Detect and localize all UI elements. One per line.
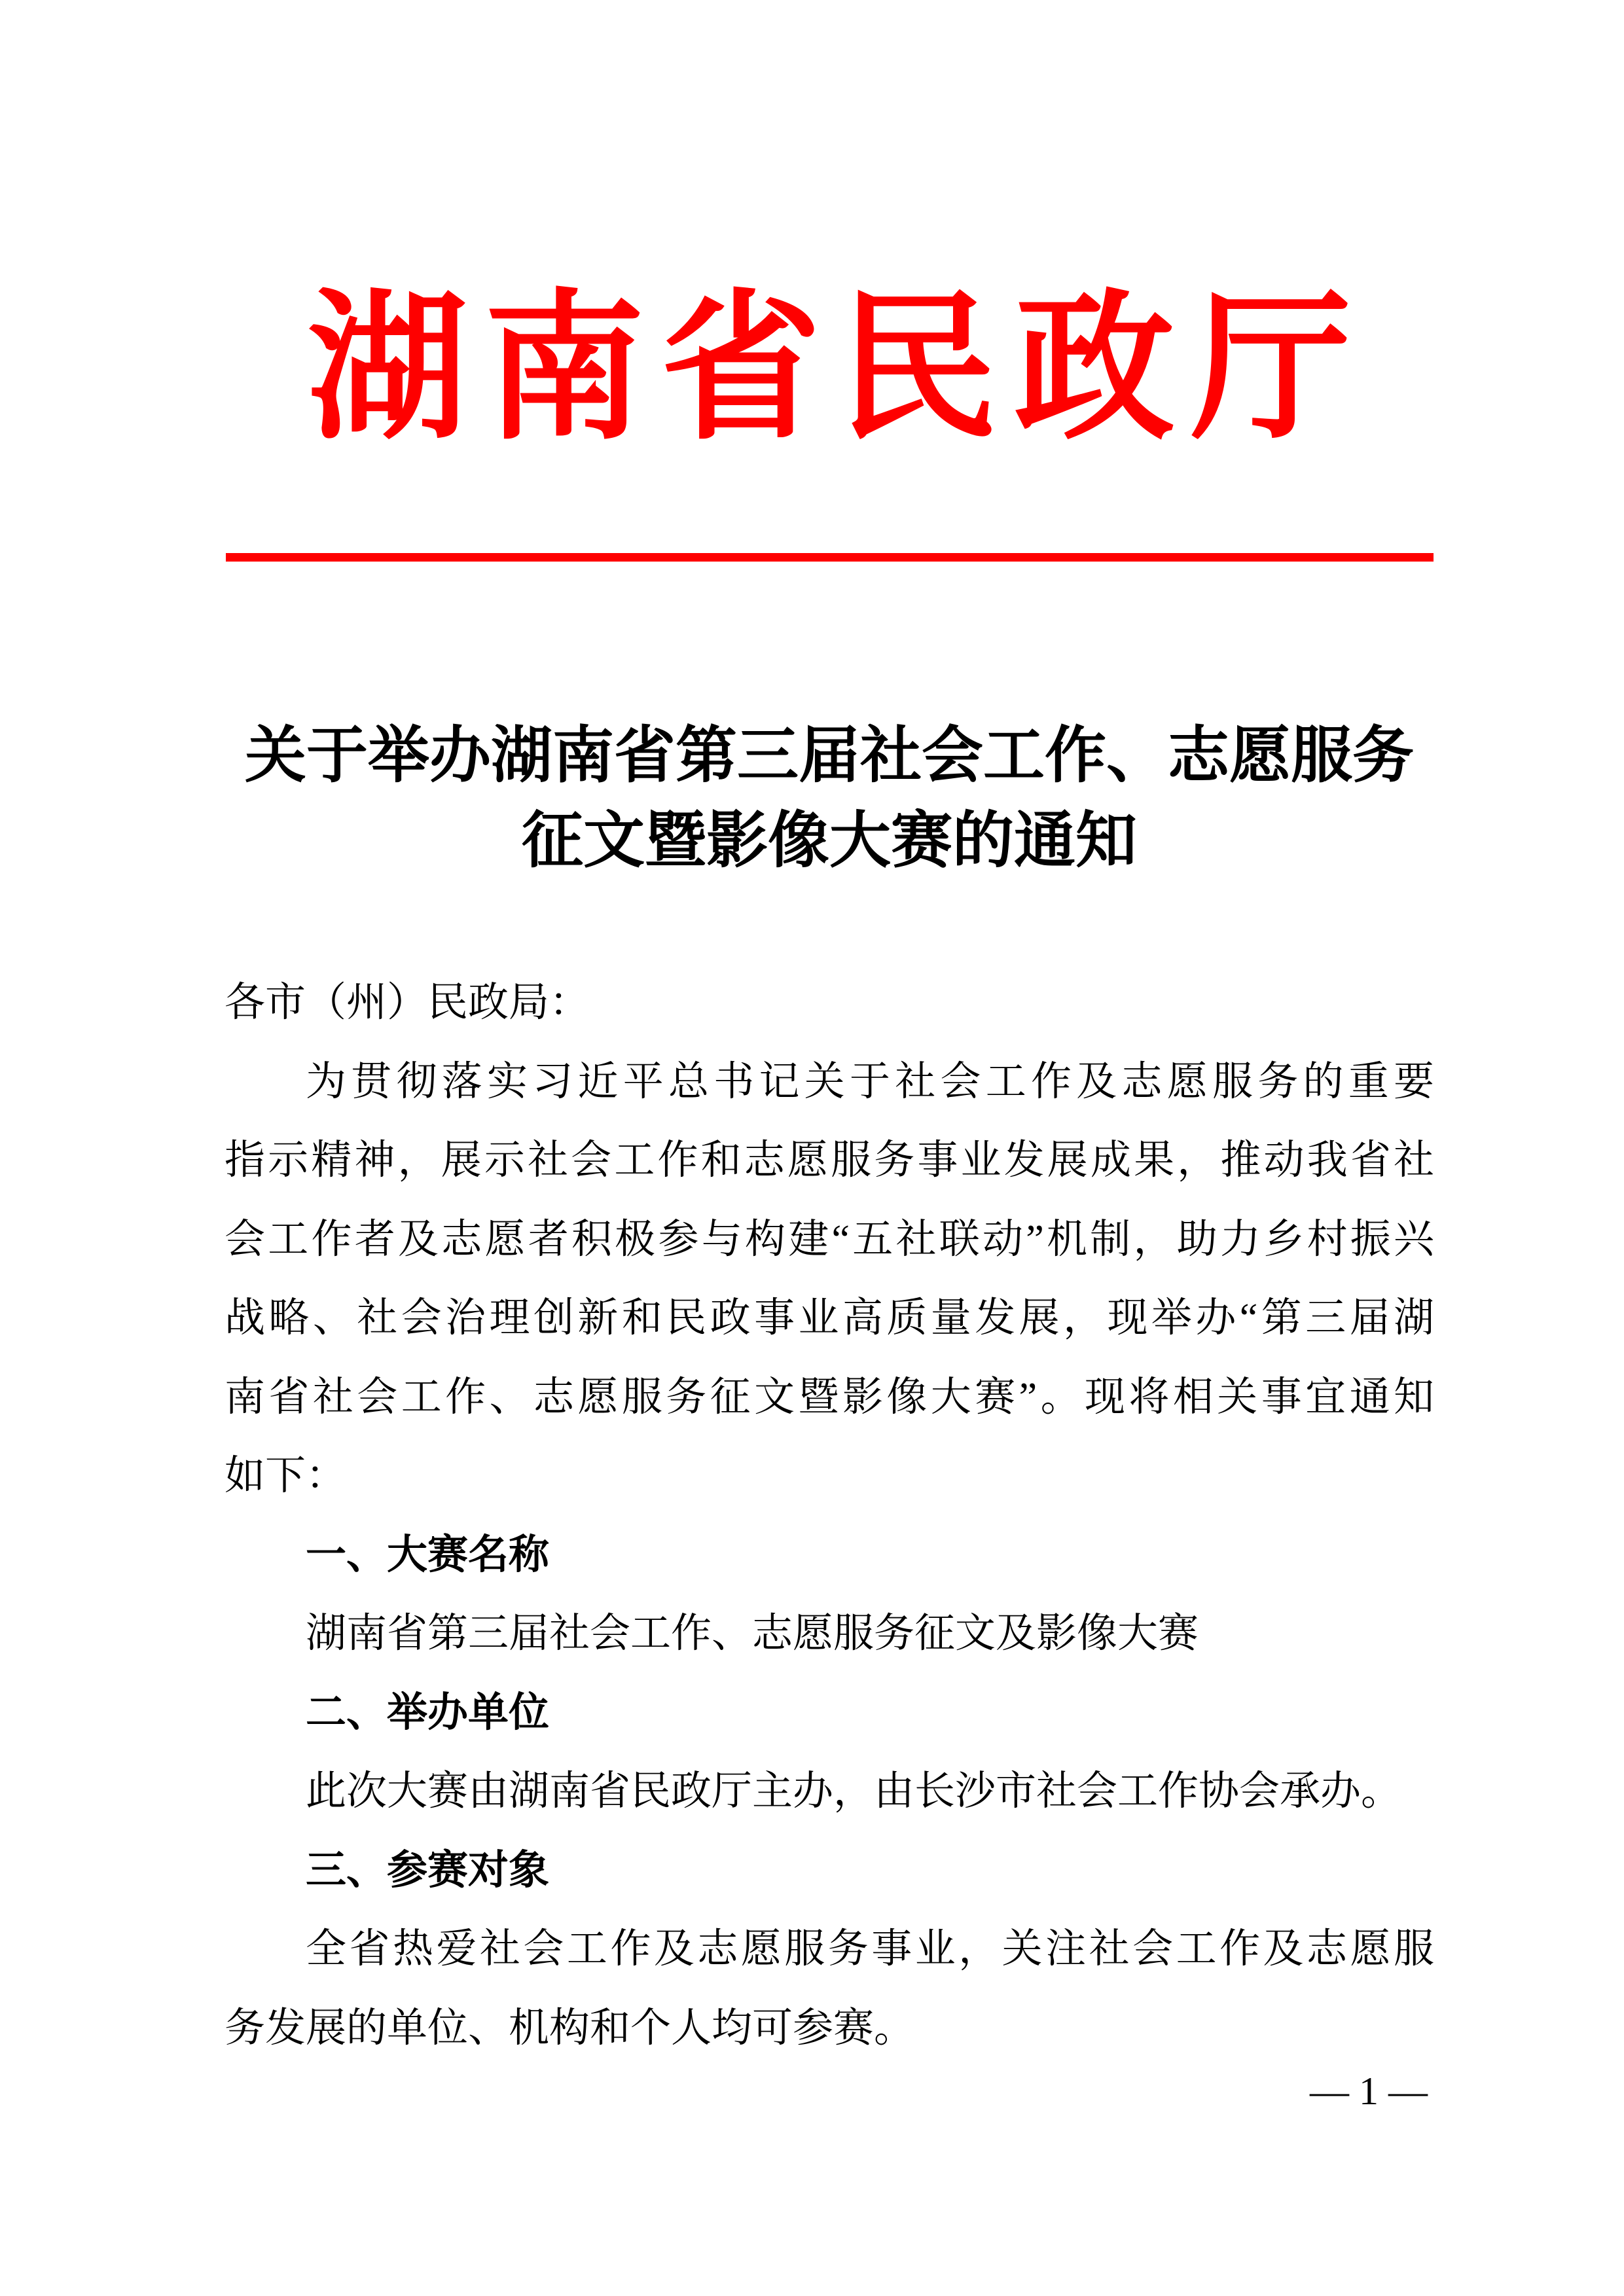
- body-line-11: 此次大赛由湖南省民政厅主办，由长沙市社会工作协会承办。: [306, 1769, 1402, 1814]
- body-line-13: 全省热爱社会工作及志愿服务事业，关注社会工作及志愿服: [306, 1927, 1434, 1971]
- body-content: [225, 963, 1434, 2068]
- body-line-14: 务发展的单位、机构和个人均可参赛。: [225, 2005, 915, 2051]
- body-line-9: 湖南省第三届社会工作、志愿服务征文及影像大赛: [306, 1611, 1199, 1656]
- document-title-line-2: 征文暨影像大赛的通知: [521, 807, 1137, 875]
- body-line-5: 战略、社会治理创新和民政事业高质量发展，现举办“第三届湖: [225, 1296, 1434, 1340]
- body-line-4: 会工作者及志愿者积极参与构建“五社联动”机制，助力乡村振兴: [225, 1217, 1434, 1262]
- body-line-10: 二、举办单位: [306, 1689, 550, 1735]
- body-line-8: 一、大赛名称: [306, 1532, 550, 1577]
- body-line-3: 指示精神，展示社会工作和志愿服务事业发展成果，推动我省社: [225, 1138, 1434, 1183]
- body-line-2: 为贯彻落实习近平总书记关于社会工作及志愿服务的重要: [306, 1059, 1434, 1104]
- document-title-line-1: 关于举办湖南省第三届社会工作、志愿服务: [244, 722, 1414, 790]
- document-title: [225, 713, 1434, 884]
- red-divider-line: [226, 553, 1434, 562]
- body-line-1: 各市（州）民政局：: [225, 980, 590, 1025]
- letterhead-title: 湖南省民政厅: [307, 281, 1368, 458]
- body-line-12: 三、参赛对象: [306, 1847, 550, 1893]
- page-number: — 1 —: [1310, 2070, 1428, 2113]
- body-line-7: 如下：: [225, 1454, 347, 1498]
- body-line-6: 南省社会工作、志愿服务征文暨影像大赛”。现将相关事宜通知: [225, 1374, 1434, 1420]
